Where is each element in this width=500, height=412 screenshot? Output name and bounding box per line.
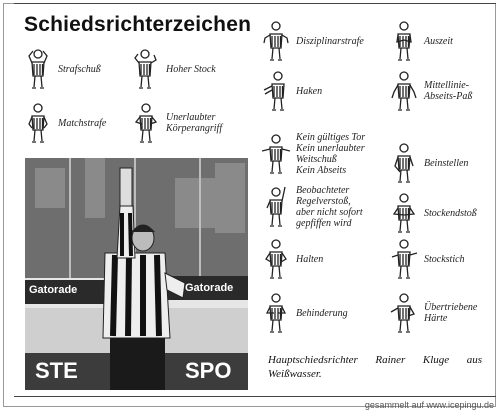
referee-figure-icon <box>262 70 290 112</box>
signal-label: Matchstrafe <box>58 117 107 129</box>
signal-label: Kein gültiges Tor Kein unerlaubter Weitschuß Kein Abseits <box>296 132 366 176</box>
signal-disziplinarstrafe <box>262 20 364 62</box>
referee-figure-icon <box>24 48 52 90</box>
referee-figure-icon <box>262 20 290 62</box>
signal-auszeit <box>390 20 453 62</box>
banner-text-right: Gatorade <box>185 282 234 294</box>
signal-label: Übertriebene Härte <box>424 302 478 324</box>
signal-label: Beobachteter Regelverstoß, aber nicht sofort gepfiffen wird <box>296 185 363 229</box>
signal-label: Halten <box>296 253 324 265</box>
signal-uebertriebene-haerte <box>390 292 477 334</box>
signal-label: Disziplinarstrafe <box>296 35 364 47</box>
signal-stockendstoss <box>390 192 477 234</box>
signal-unerlaubter-koerperangriff <box>132 102 222 144</box>
signal-kein-gueltiges-tor <box>262 132 365 176</box>
referee-figure-icon <box>390 20 418 62</box>
photo-caption: Hauptschiedsrichter Rainer Kluge aus Weißwasser. <box>268 354 482 380</box>
referee-figure-icon <box>390 238 418 280</box>
signal-label: Stockendstoß <box>424 207 477 219</box>
signal-label: Hoher Stock <box>166 63 216 75</box>
signal-hoher-stock <box>132 48 216 90</box>
signal-stockstich <box>390 238 465 280</box>
top-rule <box>14 3 496 4</box>
signal-behinderung <box>262 292 348 334</box>
referee-figure-icon <box>132 102 160 144</box>
referee-figure-icon <box>262 133 290 175</box>
signal-label: Auszeit <box>424 35 453 47</box>
signal-label: Mittellinie- Abseits-Paß <box>424 80 473 102</box>
signal-mittellinie-abseits-pass <box>390 70 472 112</box>
page-title: Schiedsrichterzeichen <box>24 13 252 36</box>
banner-text-left: Gatorade <box>29 284 78 296</box>
referee-figure-icon <box>390 192 418 234</box>
referee-figure-icon <box>390 292 418 334</box>
signal-label: Beinstellen <box>424 157 469 169</box>
signal-beinstellen <box>390 142 468 184</box>
referee-figure-icon <box>24 102 52 144</box>
bottom-text-left: STE <box>35 358 78 383</box>
referee-figure-icon <box>132 48 160 90</box>
referee-figure-icon <box>262 238 290 280</box>
signal-label: Stockstich <box>424 253 465 265</box>
signal-label: Strafschuß <box>58 63 101 75</box>
signal-matchstrafe <box>24 102 106 144</box>
bottom-rule <box>14 396 496 397</box>
referee-photo-image <box>25 158 248 390</box>
signal-label: Unerlaubter Körperangriff <box>166 112 223 134</box>
signal-haken <box>262 70 322 112</box>
signal-beobachteter-regelverstoss <box>262 185 363 229</box>
referee-figure-icon <box>390 70 418 112</box>
referee-figure-icon <box>262 292 290 334</box>
signal-halten <box>262 238 323 280</box>
signal-strafschuss <box>24 48 101 90</box>
bottom-text-right: SPO <box>185 358 232 383</box>
source-credit: gesammelt auf www.icepingu.de <box>364 400 494 410</box>
signal-label: Behinderung <box>296 307 348 319</box>
referee-figure-icon <box>262 186 290 228</box>
referee-figure-icon <box>390 142 418 184</box>
signal-label: Haken <box>296 85 323 97</box>
referee-photo <box>25 158 248 390</box>
